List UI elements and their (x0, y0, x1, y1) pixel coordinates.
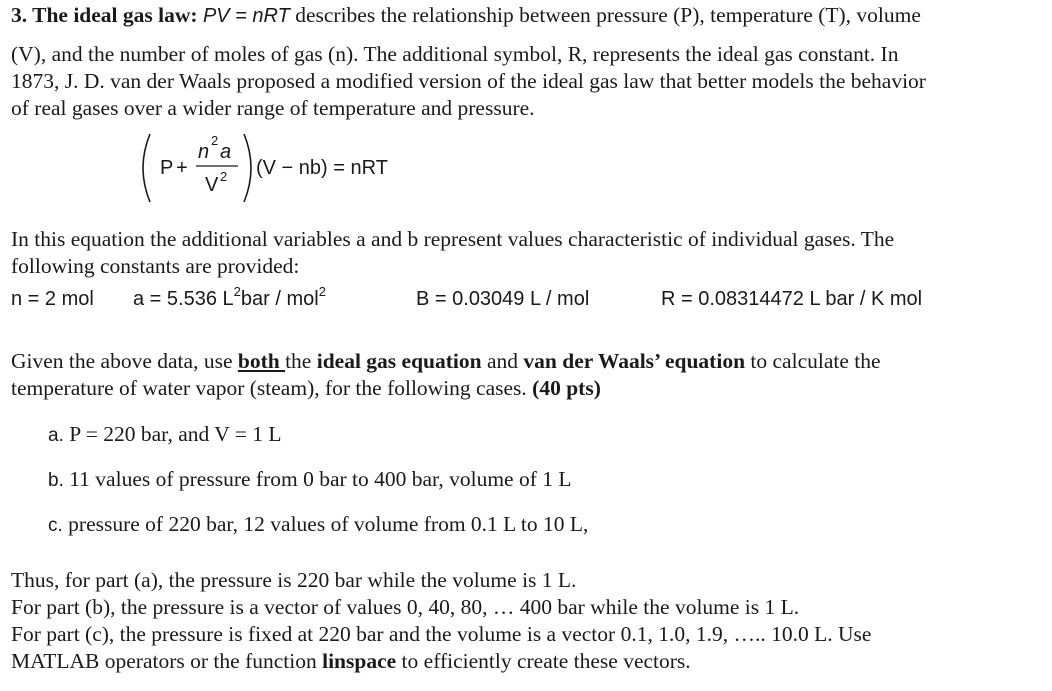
eq-a: a (220, 141, 232, 163)
explanation-line-4-a: MATLAB operators or the function (11, 649, 323, 673)
constant-a-exp-2: 2 (318, 284, 326, 299)
intro-line-1-rest: describes the relationship between pressure (P), temperature (T), volume (289, 3, 921, 27)
case-c-text: pressure of 220 bar, 12 values of volume from 0.1 L to 10 L, (62, 512, 589, 536)
constant-a (133, 284, 326, 311)
eq-v-exp: 2 (220, 169, 228, 184)
intro-line-4: of real gases over a wider range of temperature and pressure. (11, 96, 535, 120)
constant-a-unit: bar / mol (240, 288, 319, 310)
constant-b: B = 0.03049 L / mol (416, 288, 590, 310)
constants-intro-line-1: In this equation the additional variables a and b represent values characteristic of individual gases. The (11, 227, 895, 251)
intro-line-3: 1873, J. D. van der Waals proposed a modified version of the ideal gas law that better models the behavior (11, 69, 926, 93)
case-b-text: 11 values of pressure from 0 bar to 400 bar, volume of 1 L (63, 467, 572, 491)
task-line-2 (11, 375, 1043, 402)
explanation-line-3: For part (c), the pressure is fixed at 220 bar and the volume is a vector 0.1, 1.0, 1.9, ….. 10.0 L. Use (11, 622, 872, 646)
intro-paragraph (11, 2, 1043, 122)
task-van-der-waals-equation: van der Waals’ equation (523, 349, 746, 373)
case-b-label: b. (48, 470, 64, 491)
explanation-line-2: For part (b), the pressure is a vector of values 0, 40, 80, … 400 bar while the volume is 1 L. (11, 595, 800, 619)
constants-intro-paragraph (11, 226, 1043, 280)
case-a-label: a. (48, 425, 64, 446)
eq-p: P (160, 157, 174, 179)
explanation-line-4-b: to efficiently create these vectors. (396, 649, 691, 673)
eq-v: V (205, 174, 219, 196)
constants-intro-line-2: following constants are provided: (11, 254, 300, 278)
case-c-label: c. (48, 515, 63, 536)
task-both: both (237, 349, 286, 373)
intro-line-2: (V), and the number of moles of gas (n). The additional symbol, R, represents the ideal gas constant. In (11, 42, 899, 66)
task-paragraph (11, 348, 1043, 402)
task-text-1: Given the above data, use (11, 349, 238, 373)
intro-line-1 (11, 2, 1043, 30)
task-line-2-text: temperature of water vapor (steam), for the following cases. (11, 376, 533, 400)
task-points: (40 pts) (532, 376, 601, 400)
constant-r: R = 0.08314472 L bar / K mol (661, 288, 923, 310)
eq-rest: (V − nb) = nRT (256, 157, 388, 179)
constant-a-value: a = 5.536 L (133, 288, 234, 310)
left-paren-icon (143, 134, 150, 202)
explanation-paragraph (11, 567, 1043, 675)
question-number: 3. The (11, 3, 74, 27)
ideal-gas-law-heading: ideal gas law: (73, 3, 198, 27)
case-c (48, 511, 588, 539)
task-ideal-gas-equation: ideal gas equation (316, 349, 482, 373)
constant-n: n = 2 mol (11, 288, 94, 310)
case-b (48, 466, 572, 494)
linspace-keyword: linspace (322, 649, 397, 673)
case-a-text: P = 220 bar, and V = 1 L (63, 422, 282, 446)
eq-n: n (198, 141, 210, 163)
van-der-waals-equation (136, 128, 436, 208)
ideal-gas-formula: PV = nRT (202, 5, 290, 27)
right-paren-icon (244, 134, 251, 202)
constant-a-exp-1: 2 (233, 284, 241, 299)
task-text-4: to calculate the (745, 349, 881, 373)
task-text-3: and (481, 349, 524, 373)
task-text-2: the (285, 349, 317, 373)
case-a (48, 421, 282, 449)
explanation-line-4 (11, 648, 1043, 675)
eq-n-exp: 2 (211, 133, 219, 148)
task-line-1 (11, 348, 1043, 375)
explanation-line-1: Thus, for part (a), the pressure is 220 bar while the volume is 1 L. (11, 568, 577, 592)
eq-plus: + (176, 157, 188, 179)
